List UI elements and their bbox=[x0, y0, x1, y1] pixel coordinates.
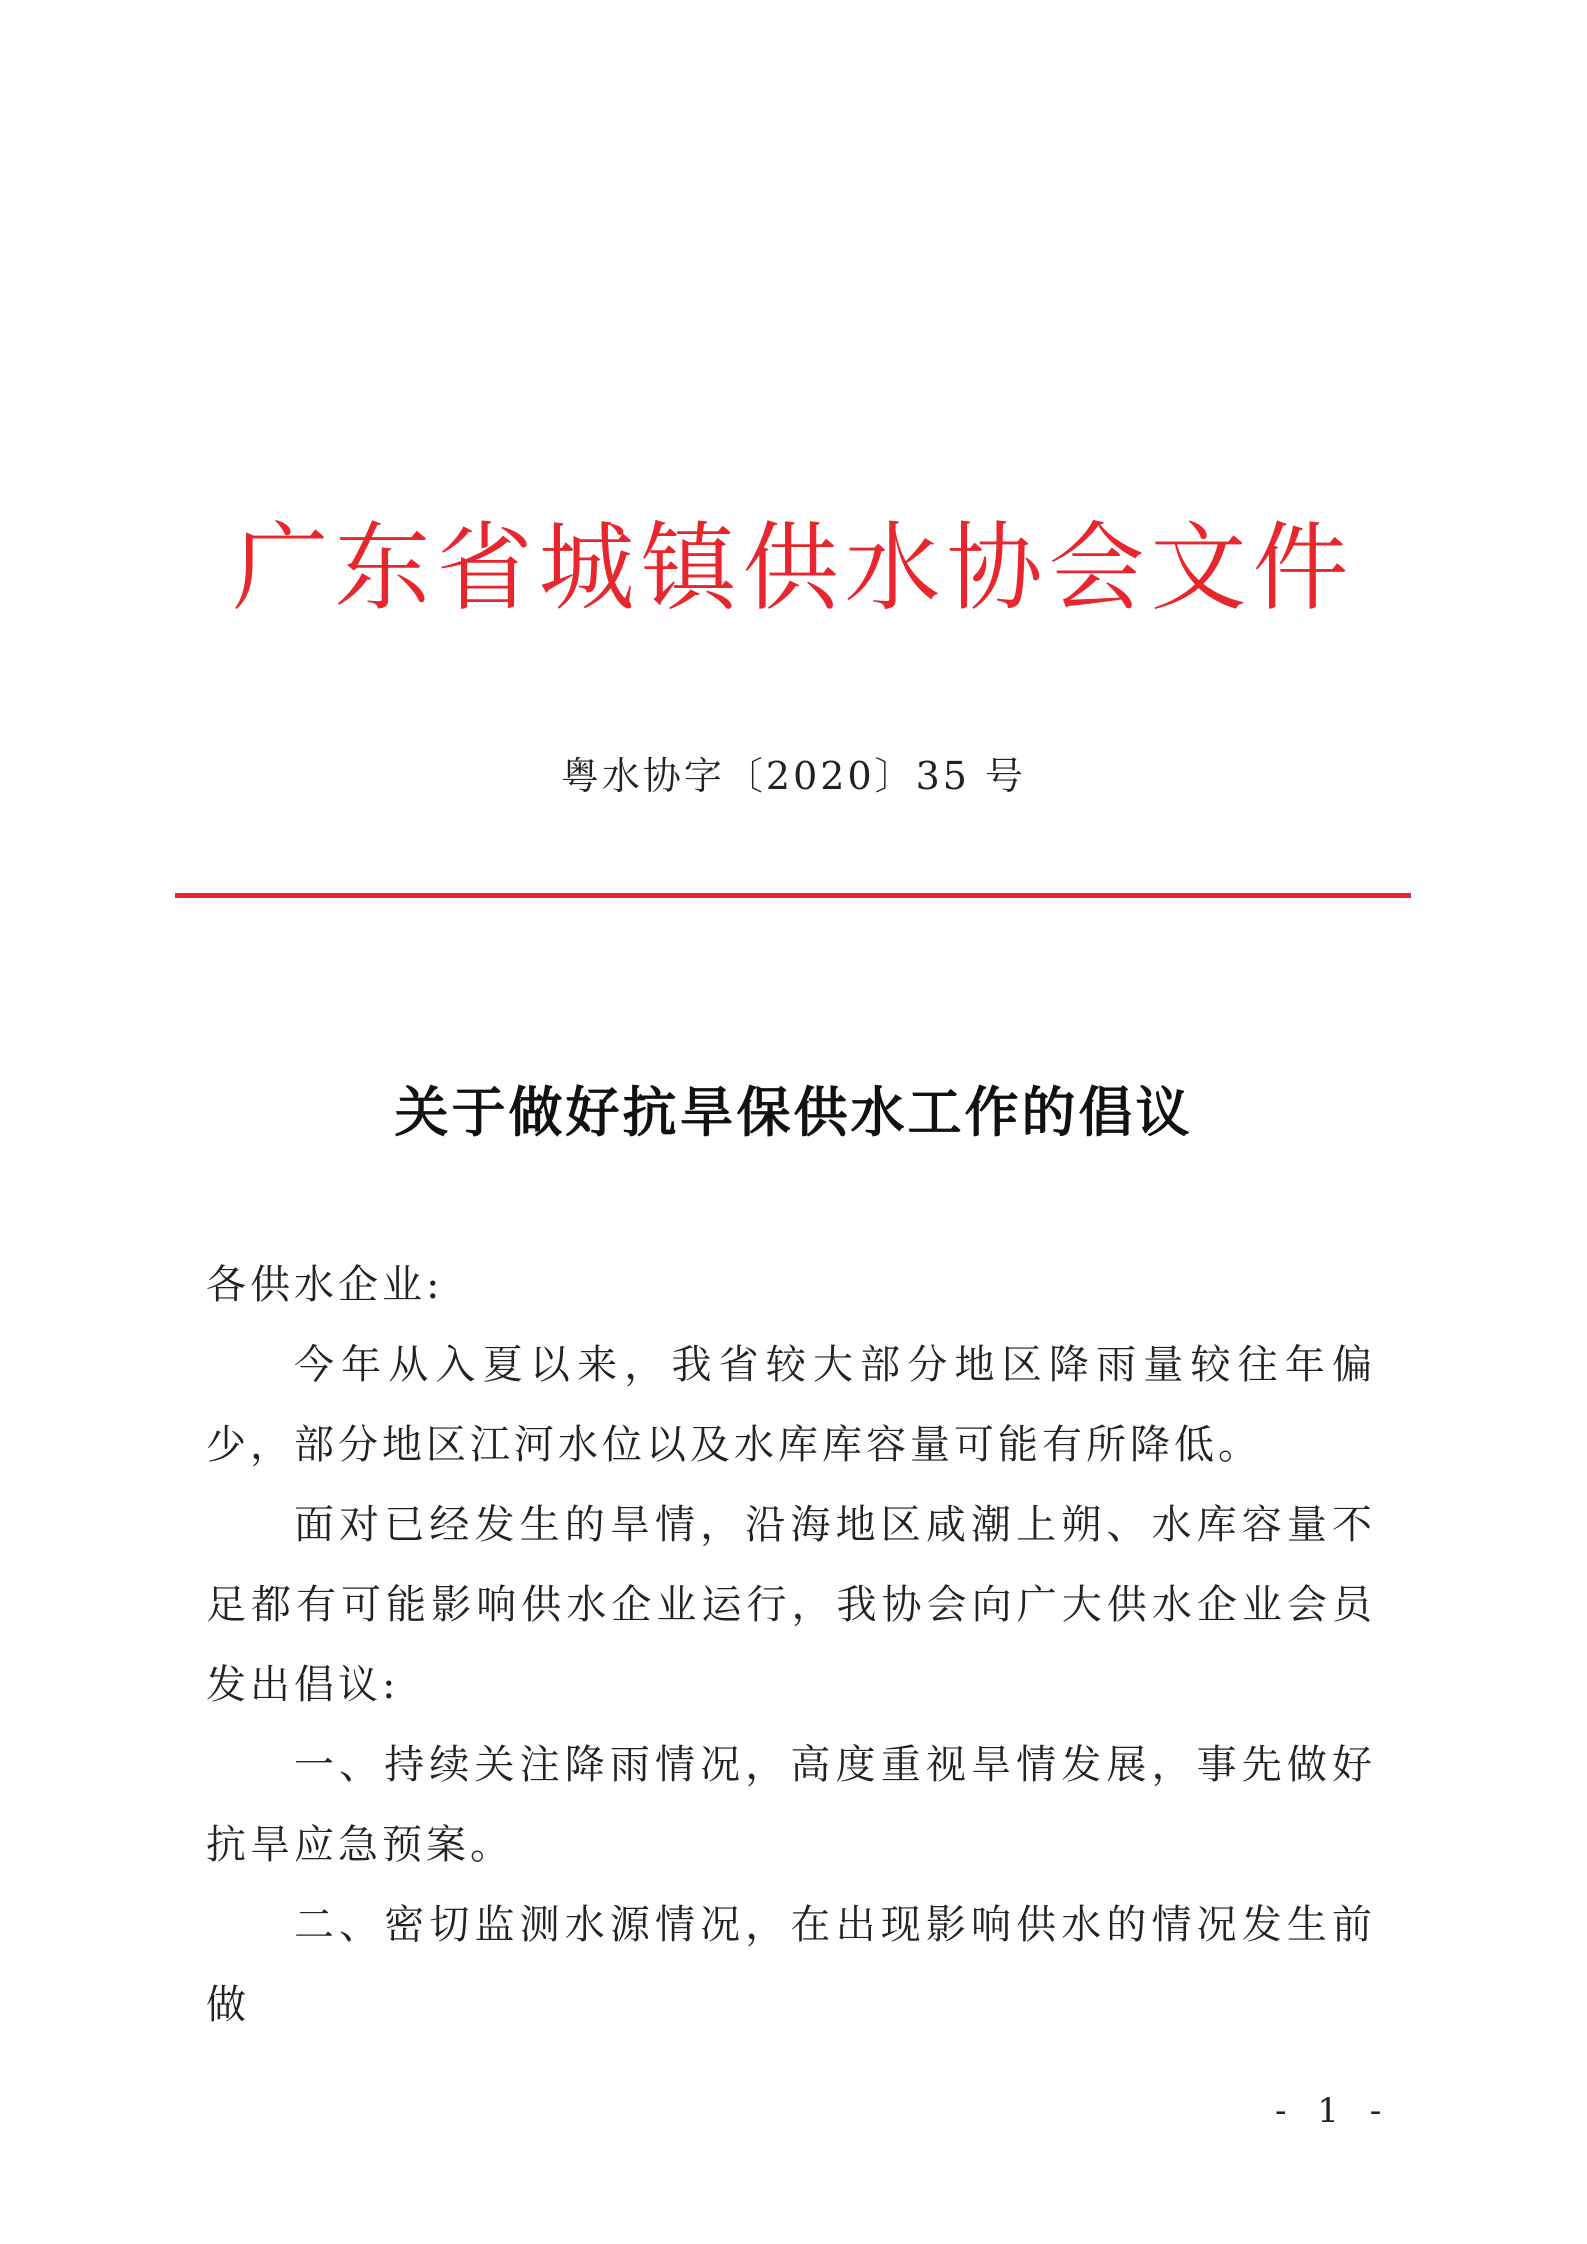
red-divider-line bbox=[175, 893, 1411, 898]
document-title: 关于做好抗旱保供水工作的倡议 bbox=[394, 1080, 1193, 1144]
document-number: 粤水协字〔2020〕35 号 bbox=[560, 754, 1027, 798]
paragraph-intro: 今年从入夏以来，我省较大部分地区降雨量较往年偏少，部分地区江河水位以及水库库容量可能有所降低。 bbox=[206, 1342, 1376, 1468]
salutation: 各供水企业: bbox=[206, 1262, 444, 1308]
page-number: - 1 - bbox=[1275, 2091, 1392, 2131]
paragraph-item-2: 二、密切监测水源情况，在出现影响供水的情况发生前做 bbox=[206, 1902, 1376, 2028]
document-body bbox=[206, 1245, 1376, 2045]
paragraph-item-1: 一、持续关注降雨情况，高度重视旱情发展，事先做好抗旱应急预案。 bbox=[206, 1742, 1376, 1868]
paragraph-drought: 面对已经发生的旱情，沿海地区咸潮上朔、水库容量不足都有可能影响供水企业运行，我协会向广大供水企业会员发出倡议: bbox=[206, 1502, 1376, 1708]
masthead-title: 广东省城镇供水协会文件 bbox=[232, 512, 1355, 624]
